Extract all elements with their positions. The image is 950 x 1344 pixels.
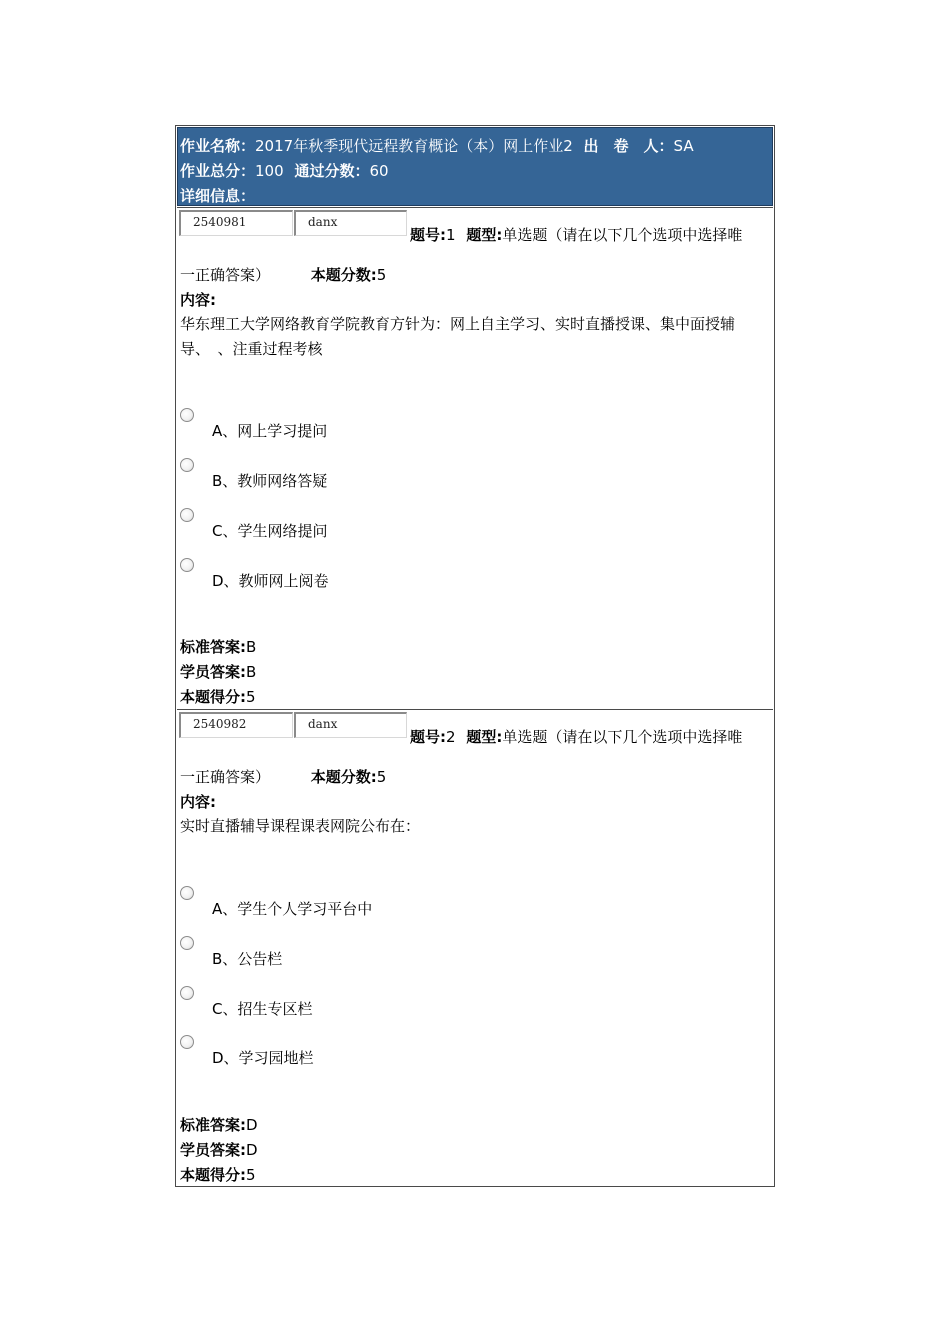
author-label: 出 卷 人： xyxy=(583,137,674,155)
question-number-label: 题号: xyxy=(410,226,446,244)
homework-name-value: 2017年秋季现代远程教育概论（本）网上作业2 xyxy=(255,137,573,155)
question-score: 5 xyxy=(376,266,387,284)
option-label: D、学习园地栏 xyxy=(212,1049,314,1067)
question-score-line xyxy=(180,264,386,285)
homework-name-label: 作业名称： xyxy=(180,137,256,155)
question-content: 实时直播辅导课程课表网院公布在： xyxy=(180,817,421,835)
question-type-text-cont: 一正确答案） xyxy=(180,768,271,786)
detail-info-label: 详细信息： xyxy=(180,187,256,205)
standard-answer xyxy=(180,636,256,657)
question-score: 5 xyxy=(376,768,387,786)
question-number-label: 题号: xyxy=(410,728,446,746)
content-label: 内容: xyxy=(180,291,216,309)
radio-button-icon[interactable] xyxy=(180,986,194,1000)
question-result-value: 5 xyxy=(246,688,256,706)
standard-answer-label: 标准答案: xyxy=(180,638,246,656)
option-label: C、学生网络提问 xyxy=(212,522,328,540)
pass-score-value: 60 xyxy=(369,162,389,180)
question-code-field[interactable]: danx xyxy=(294,712,407,738)
option-label: B、公告栏 xyxy=(212,950,283,968)
question-score-label: 本题分数: xyxy=(310,768,377,786)
student-answer xyxy=(180,661,256,682)
radio-button-icon[interactable] xyxy=(180,558,194,572)
student-answer xyxy=(180,1139,258,1160)
question-code-field[interactable]: danx xyxy=(294,210,407,236)
option-label: A、学生个人学习平台中 xyxy=(212,900,373,918)
question-id-field[interactable]: 2540981 xyxy=(179,210,293,236)
header-line-detail xyxy=(180,185,255,206)
option-label: C、招生专区栏 xyxy=(212,1000,313,1018)
question-type-text-cont: 一正确答案） xyxy=(180,266,271,284)
question-type-label: 题型: xyxy=(466,728,503,746)
header-line-name xyxy=(180,135,694,156)
radio-button-icon[interactable] xyxy=(180,1035,194,1049)
question-result xyxy=(180,686,256,707)
pass-score-label: 通过分数： xyxy=(294,162,370,180)
option-label: B、教师网络答疑 xyxy=(212,472,328,490)
question-number: 1 xyxy=(446,226,456,244)
question-type-line xyxy=(410,726,742,747)
total-score-label: 作业总分： xyxy=(180,162,256,180)
student-answer-value: D xyxy=(246,1141,258,1159)
radio-button-icon[interactable] xyxy=(180,458,194,472)
question-type-line xyxy=(410,224,742,245)
question-result-label: 本题得分: xyxy=(180,1166,246,1184)
author-value: SA xyxy=(673,137,694,155)
standard-answer-label: 标准答案: xyxy=(180,1116,246,1134)
question-number: 2 xyxy=(446,728,456,746)
homework-header xyxy=(177,127,773,206)
radio-button-icon[interactable] xyxy=(180,936,194,950)
question-content: 华东理工大学网络教育学院教育方针为：网上自主学习、实时直播授课、集中面授辅导、 、注重过程考核 xyxy=(180,315,736,358)
question-block xyxy=(177,207,773,708)
question-score-line xyxy=(180,766,386,787)
question-score-label: 本题分数: xyxy=(310,266,377,284)
header-line-score xyxy=(180,160,389,181)
content-label: 内容: xyxy=(180,793,216,811)
total-score-value: 100 xyxy=(255,162,284,180)
student-answer-value: B xyxy=(246,663,257,681)
question-result xyxy=(180,1164,256,1185)
question-id-field[interactable]: 2540982 xyxy=(179,712,293,738)
student-answer-label: 学员答案: xyxy=(180,1141,246,1159)
question-result-label: 本题得分: xyxy=(180,688,246,706)
radio-button-icon[interactable] xyxy=(180,886,194,900)
option-label: D、教师网上阅卷 xyxy=(212,572,329,590)
standard-answer-value: B xyxy=(246,638,257,656)
radio-button-icon[interactable] xyxy=(180,408,194,422)
standard-answer-value: D xyxy=(246,1116,258,1134)
student-answer-label: 学员答案: xyxy=(180,663,246,681)
standard-answer xyxy=(180,1114,258,1135)
radio-button-icon[interactable] xyxy=(180,508,194,522)
question-block xyxy=(177,709,773,1186)
question-type-label: 题型: xyxy=(466,226,503,244)
question-type-text: 单选题（请在以下几个选项中选择唯 xyxy=(502,226,743,244)
question-result-value: 5 xyxy=(246,1166,256,1184)
homework-frame xyxy=(175,125,775,1187)
option-label: A、网上学习提问 xyxy=(212,422,328,440)
question-type-text: 单选题（请在以下几个选项中选择唯 xyxy=(502,728,743,746)
